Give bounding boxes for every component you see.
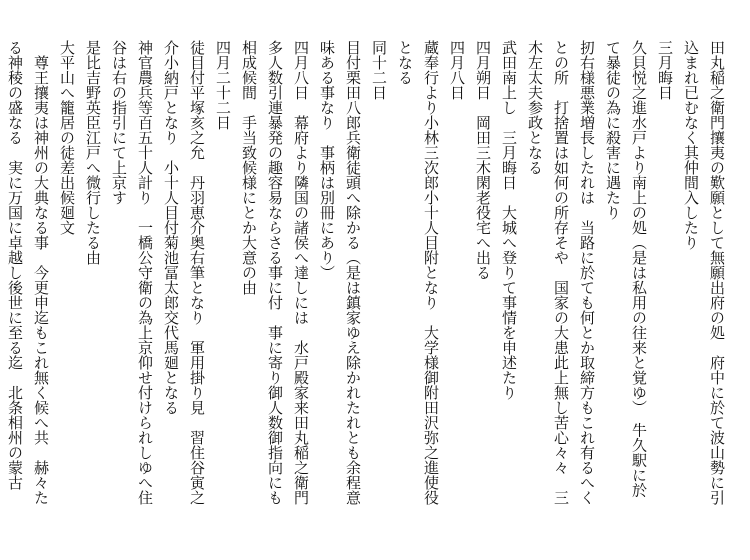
text-line: 四月八日 幕府より隣国の諸侯へ達しには 水戸殿家来田丸稲之衛門: [292, 40, 310, 505]
text-line: 蔵奉行より小林三次郎小十人目附となり 大学様御附田沢弥之進使役: [422, 40, 440, 505]
text-line: 谷は右の指引にて上京す: [110, 40, 128, 205]
text-line: となる: [396, 40, 414, 85]
text-line: との所 打捨置は如何の所存そや 国家の大患此上無し苦心々々 三: [552, 40, 570, 505]
text-line: る神稜の盛なる 実に万国に卓越し後世に至る迄 北条相州の蒙古: [6, 40, 24, 490]
text-line: 徒目付平塚亥之允 丹羽恵介奥右筆となり 軍用掛り見 習住谷寅之: [188, 40, 206, 505]
text-line: 大平山へ籠居の徒差出候廻文: [58, 40, 76, 235]
text-line: 四月八日: [448, 40, 466, 100]
text-line: 込まれ已むなく其仲間入したり: [682, 40, 700, 250]
text-line: 是比吉野英臣江戸へ微行したる由: [84, 40, 102, 265]
text-line: 味ある事なり 事柄は別冊にあり）: [318, 40, 336, 280]
text-line: 四月朔日 岡田三木閑老役宅へ出る: [474, 40, 492, 280]
text-line: 介小納戸となり 小十人目付菊池冨太郎交代馬廻となる: [162, 40, 180, 415]
vertical-text-body: [2, 40, 730, 550]
text-line: 神官農兵等百五十人計り 一橋公守衛の為上京仰せ付けられしゆへ住: [136, 40, 154, 505]
text-line: 多人数引連暴発の趣容易ならさる事に付 事に寄り御人数御指向にも: [266, 40, 284, 505]
text-line: 四月二十二日: [214, 40, 232, 130]
text-line: 田丸稲之衛門攘夷の歎願として無願出府の処 府中に於て波山勢に引: [708, 40, 726, 505]
text-line: 尊王攘夷は神州の大典なる事 今更申迄もこれ無く候へ共 赫々た: [32, 40, 50, 505]
text-line: 木左太夫参政となる: [526, 40, 544, 175]
text-line: 相成候間 手当致候様にとか大意の由: [240, 40, 258, 295]
text-line: 同十二日: [370, 40, 388, 100]
text-line: 久貝悦之進水戸より南上の処（是は私用の往来と覚ゆ） 牛久駅に於: [630, 40, 648, 498]
text-line: 三月晦日: [656, 40, 674, 100]
text-line: 武田南上し 三月晦日 大城へ登りて事情を申述たり: [500, 40, 518, 400]
text-line: て暴徒の為に殺害に遇たり: [604, 40, 622, 220]
text-line: 目付栗田八郎兵衛徒頭へ除かる（是は鎮家ゆえ除かれたれとも余程意: [344, 40, 362, 505]
text-line: 扨右様悪業増長したれは 当路に於ても何とか取締方もこれ有るへく: [578, 40, 596, 505]
